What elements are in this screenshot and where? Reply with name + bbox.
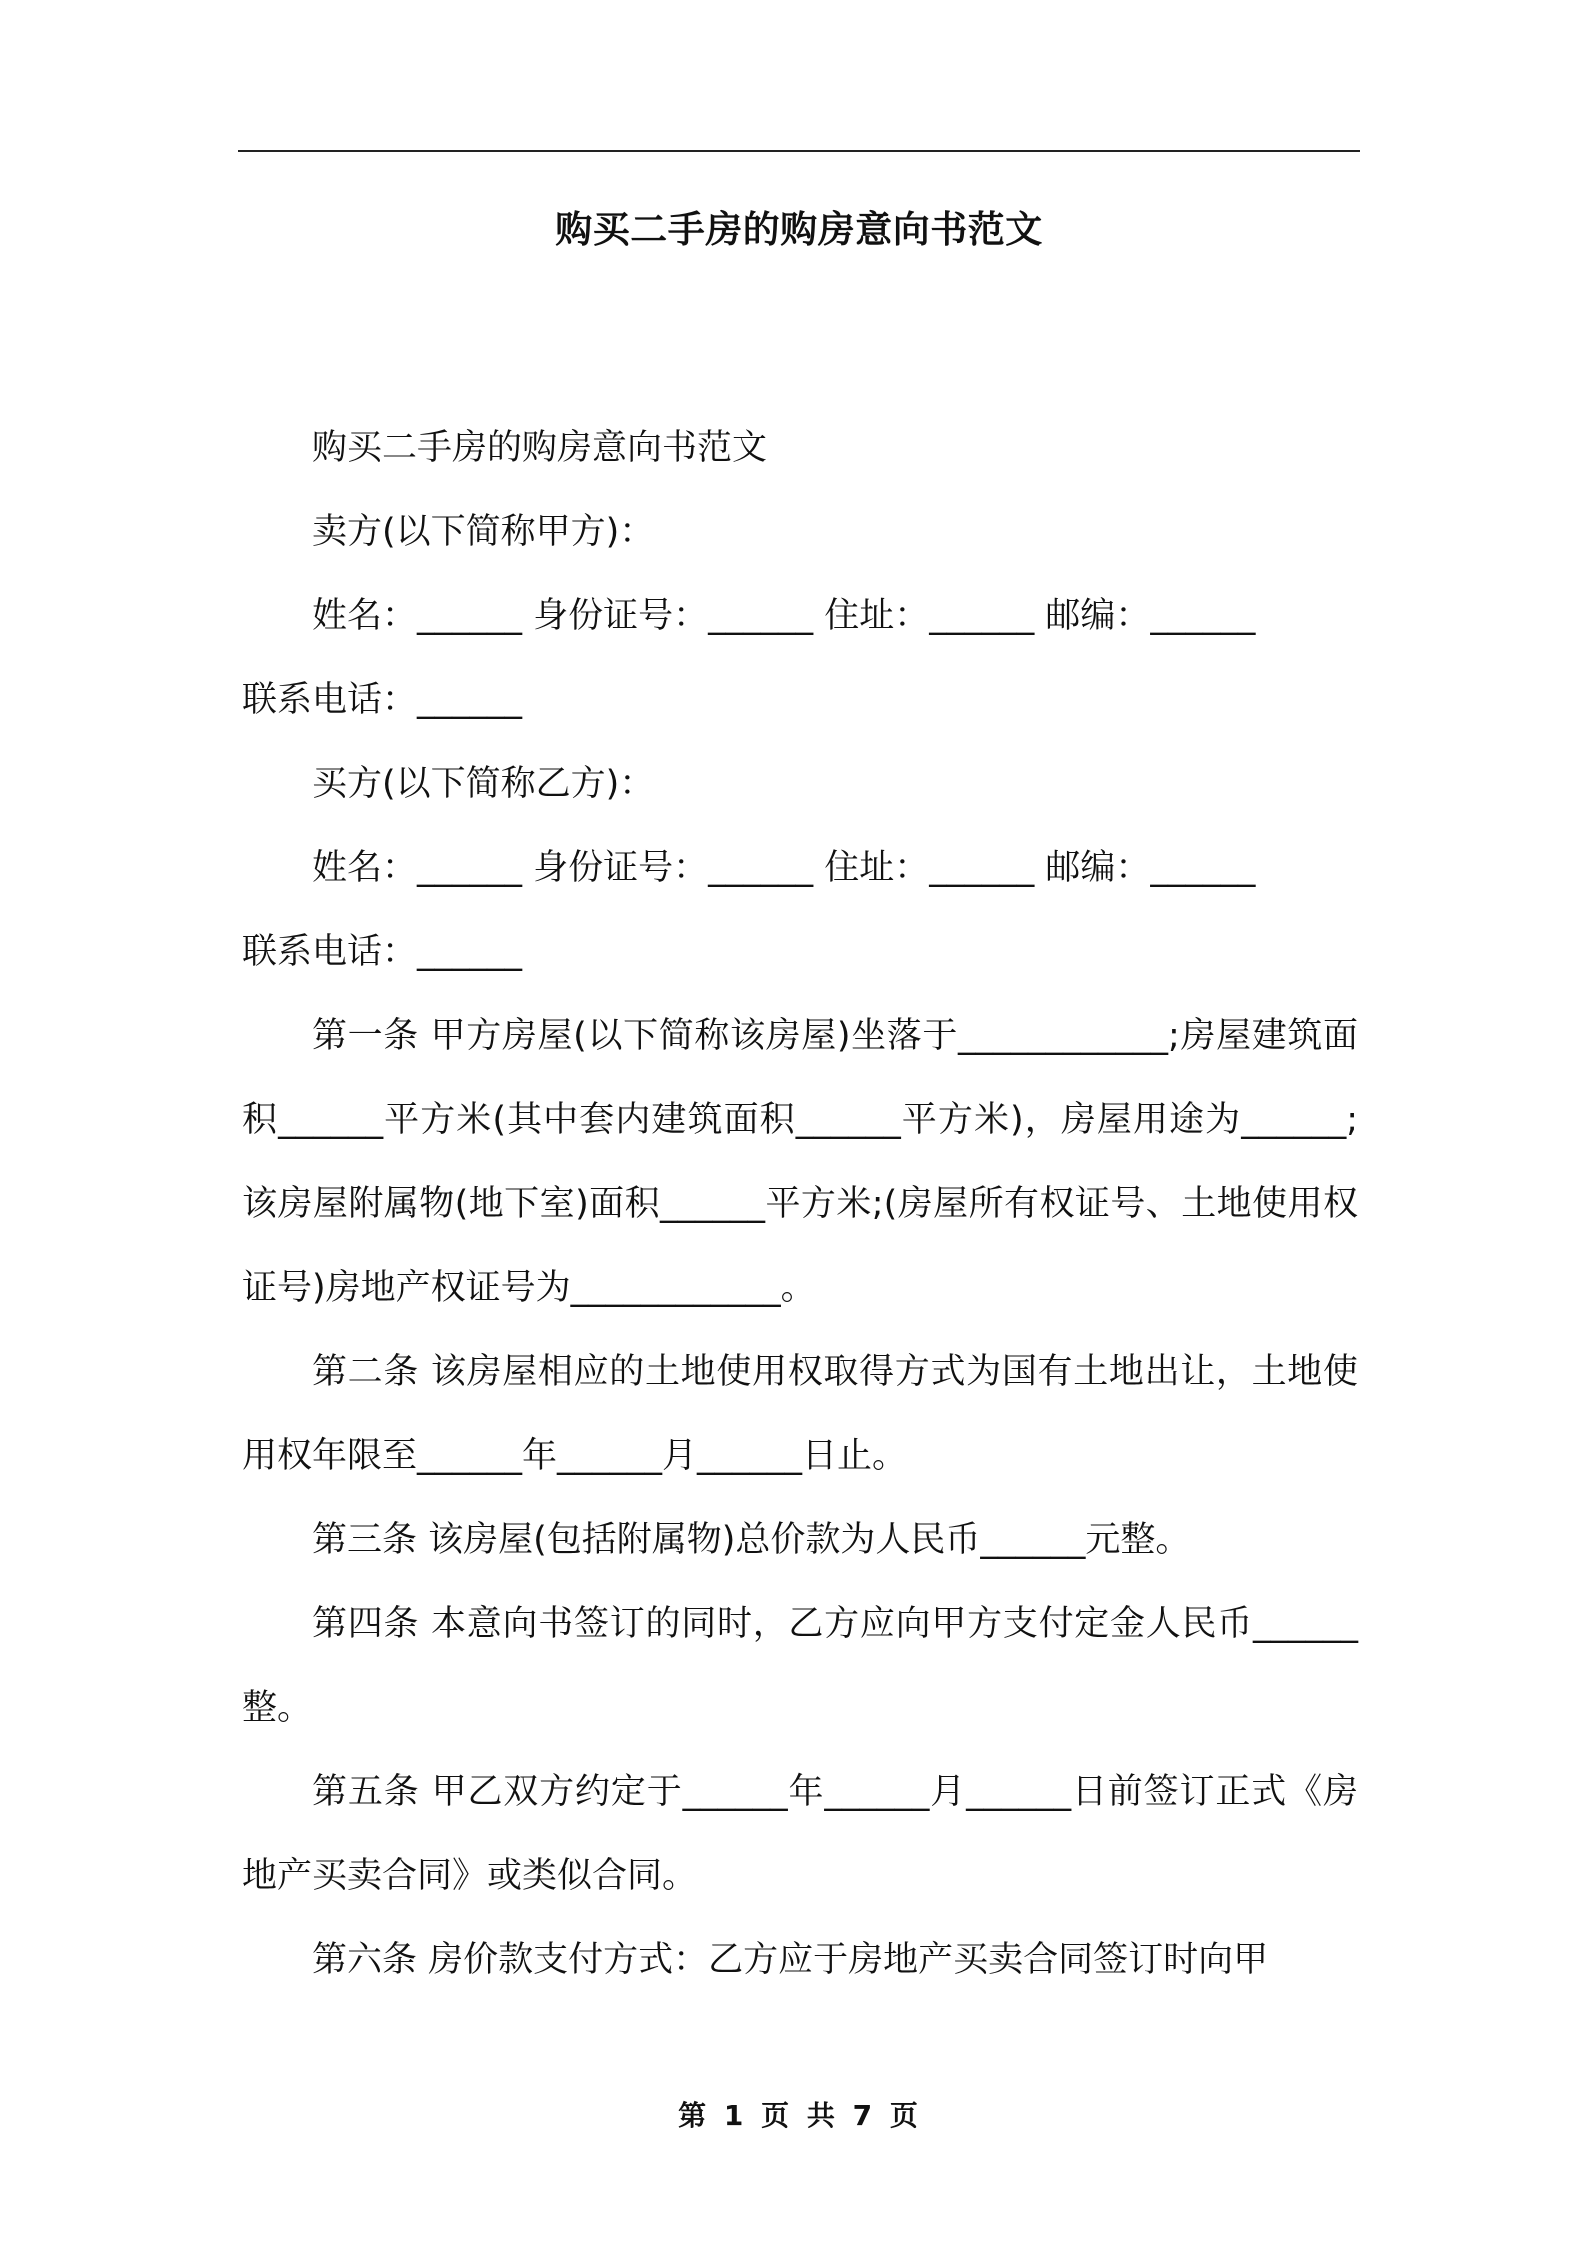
buyer-phone-line: 联系电话：______ bbox=[242, 932, 523, 972]
document-body bbox=[242, 406, 1358, 2002]
article-1: 第一条 甲方房屋(以下简称该房屋)坐落于____________;房屋建筑面积______平方米(其中套内建筑面积______平方米)，房屋用途为______;该房屋附属物(地下室)面积______平方米;(房屋所有权证号、土地使用权证号)房地产权证号为____________。 bbox=[242, 1016, 1358, 1308]
article-2: 第二条 该房屋相应的土地使用权取得方式为国有土地出让，土地使用权年限至______年______月______日止。 bbox=[242, 1352, 1358, 1476]
buyer-info-line: 姓名：______ 身份证号：______ 住址：______ 邮编：______ bbox=[312, 848, 1256, 888]
header-rule bbox=[238, 150, 1360, 152]
article-5: 第五条 甲乙双方约定于______年______月______日前签订正式《房地产买卖合同》或类似合同。 bbox=[242, 1772, 1358, 1896]
page-number-footer: 第 1 页 共 7 页 bbox=[678, 2099, 920, 2132]
article-6: 第六条 房价款支付方式：乙方应于房地产买卖合同签订时向甲 bbox=[312, 1940, 1269, 1980]
body-heading: 购买二手房的购房意向书范文 bbox=[312, 428, 768, 468]
seller-phone-line: 联系电话：______ bbox=[242, 680, 523, 720]
seller-info-line: 姓名：______ 身份证号：______ 住址：______ 邮编：______ bbox=[312, 596, 1256, 636]
document-title: 购买二手房的购房意向书范文 bbox=[555, 208, 1043, 251]
article-4: 第四条 本意向书签订的同时，乙方应向甲方支付定金人民币______整。 bbox=[242, 1604, 1358, 1728]
article-3: 第三条 该房屋(包括附属物)总价款为人民币______元整。 bbox=[312, 1520, 1191, 1560]
buyer-heading: 买方(以下简称乙方)： bbox=[312, 764, 655, 804]
seller-heading: 卖方(以下简称甲方)： bbox=[312, 512, 655, 552]
